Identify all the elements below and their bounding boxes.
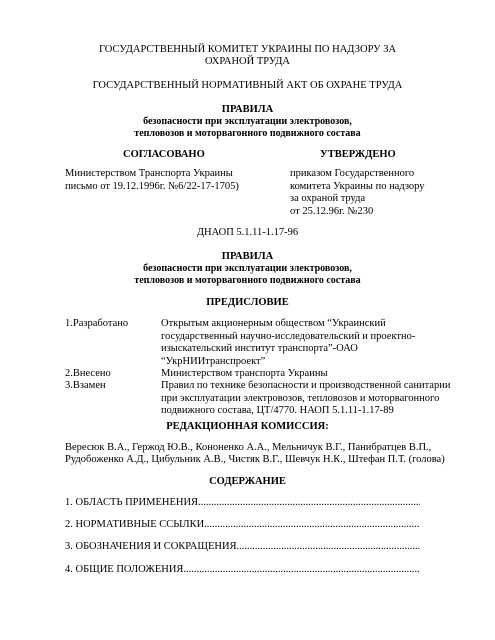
preface-text-replaces: [161, 380, 450, 418]
toc-leader-dots: [237, 541, 420, 552]
approval-right-block: [290, 168, 425, 218]
preface-line: государственный научно-исследовательский и проектно-: [161, 330, 416, 342]
contents-heading: СОДЕРЖАНИЕ: [209, 476, 286, 487]
approval-right-line: приказом Государственного: [290, 168, 415, 179]
toc-leader-dots: [204, 519, 420, 530]
title-2-heading: ПРАВИЛА: [221, 251, 274, 262]
toc-leader-dots: [183, 564, 420, 575]
commission-members-line-2: Рудобоженко А.Д., Цибульник А.В., Чистяк В.Г., Шевчук Н.К., Штефан П.Т. (голова): [65, 454, 445, 465]
header-line-1: ГОСУДАРСТВЕННЫЙ КОМИТЕТ УКРАИНЫ ПО НАДЗОРУ ЗА: [98, 44, 397, 55]
toc-item-label: 2. НОРМАТИВНЫЕ ССЫЛКИ: [65, 519, 205, 530]
preface-label-developed: 1.Разработано: [65, 318, 129, 329]
toc-item[interactable]: [65, 564, 420, 577]
commission-heading: РЕДАКЦИОННАЯ КОМИССИЯ:: [166, 421, 329, 432]
preface-line: “УкрНИИтранспроект”: [161, 355, 266, 367]
preface-label-replaces: 3.Взамен: [65, 380, 106, 391]
toc-item-label: 4. ОБЩИЕ ПОЛОЖЕНИЯ: [65, 564, 184, 575]
preface-line: подвижного состава, ЦТ/4770. НАОП 5.1.11-1.17-89: [161, 405, 394, 416]
approval-left-line: Министерством Транспорта Украины: [65, 168, 233, 179]
approval-left-heading: СОГЛАСОВАНО: [123, 149, 205, 160]
title-2-subtitle-2: тепловозов и моторвагонного подвижного состава: [134, 275, 361, 286]
toc-leader-dots: [198, 497, 420, 508]
title-1-heading: ПРАВИЛА: [221, 104, 274, 115]
preface-line: при эксплуатации электровозов, тепловозов и моторвагонного: [161, 392, 440, 404]
preface-line: Правил по технике безопасности и производственной санитарии: [161, 380, 451, 391]
preface-line: Открытым акционерным обществом “Украинский: [161, 318, 386, 329]
title-2-subtitle-1: безопасности при эксплуатации электровозов,: [143, 263, 352, 274]
toc-item-label: 3. ОБОЗНАЧЕНИЯ И СОКРАЩЕНИЯ: [65, 541, 237, 552]
approval-right-line: комитета Украины по надзору: [290, 180, 425, 192]
approval-left-block: [65, 168, 239, 193]
toc-item[interactable]: [65, 519, 420, 532]
approval-right-heading: УТВЕРЖДЕНО: [320, 149, 396, 160]
toc-item[interactable]: [65, 497, 420, 510]
title-1-subtitle-1: безопасности при эксплуатации электровозов,: [143, 116, 352, 127]
toc-item-label: 1. ОБЛАСТЬ ПРИМЕНЕНИЯ: [65, 497, 199, 508]
preface-label-introduced: 2.Внесено: [65, 368, 111, 379]
header-line-2: ОХРАНОЙ ТРУДА: [205, 56, 290, 67]
preface-text-developed: [161, 318, 415, 368]
approval-left-line: письмо от 19.12.1996г. №6/22-17-1705): [65, 180, 239, 192]
title-1-subtitle-2: тепловозов и моторвагонного подвижного состава: [134, 128, 361, 139]
document-code: ДНАОП 5.1.11-1.17-96: [196, 227, 299, 238]
toc-item[interactable]: [65, 541, 420, 554]
header-line-3: ГОСУДАРСТВЕННЫЙ НОРМАТИВНЫЙ АКТ ОБ ОХРАНЕ ТРУДА: [92, 80, 403, 91]
preface-text-introduced: Министерством транспорта Украины: [161, 368, 328, 379]
approval-right-line: от 25.12.96г. №230: [290, 205, 374, 217]
preface-line: изыскательский институт транспорта”-ОАО: [161, 343, 358, 354]
approval-right-line: за охраной труда: [290, 193, 366, 204]
preface-heading: ПРЕДИСЛОВИЕ: [206, 297, 289, 308]
commission-members-line-1: Вересюк В.А., Гержод Ю.В., Кононенко А.А., Мельничук В.Г., Панибратцев В.П.,: [65, 442, 432, 453]
